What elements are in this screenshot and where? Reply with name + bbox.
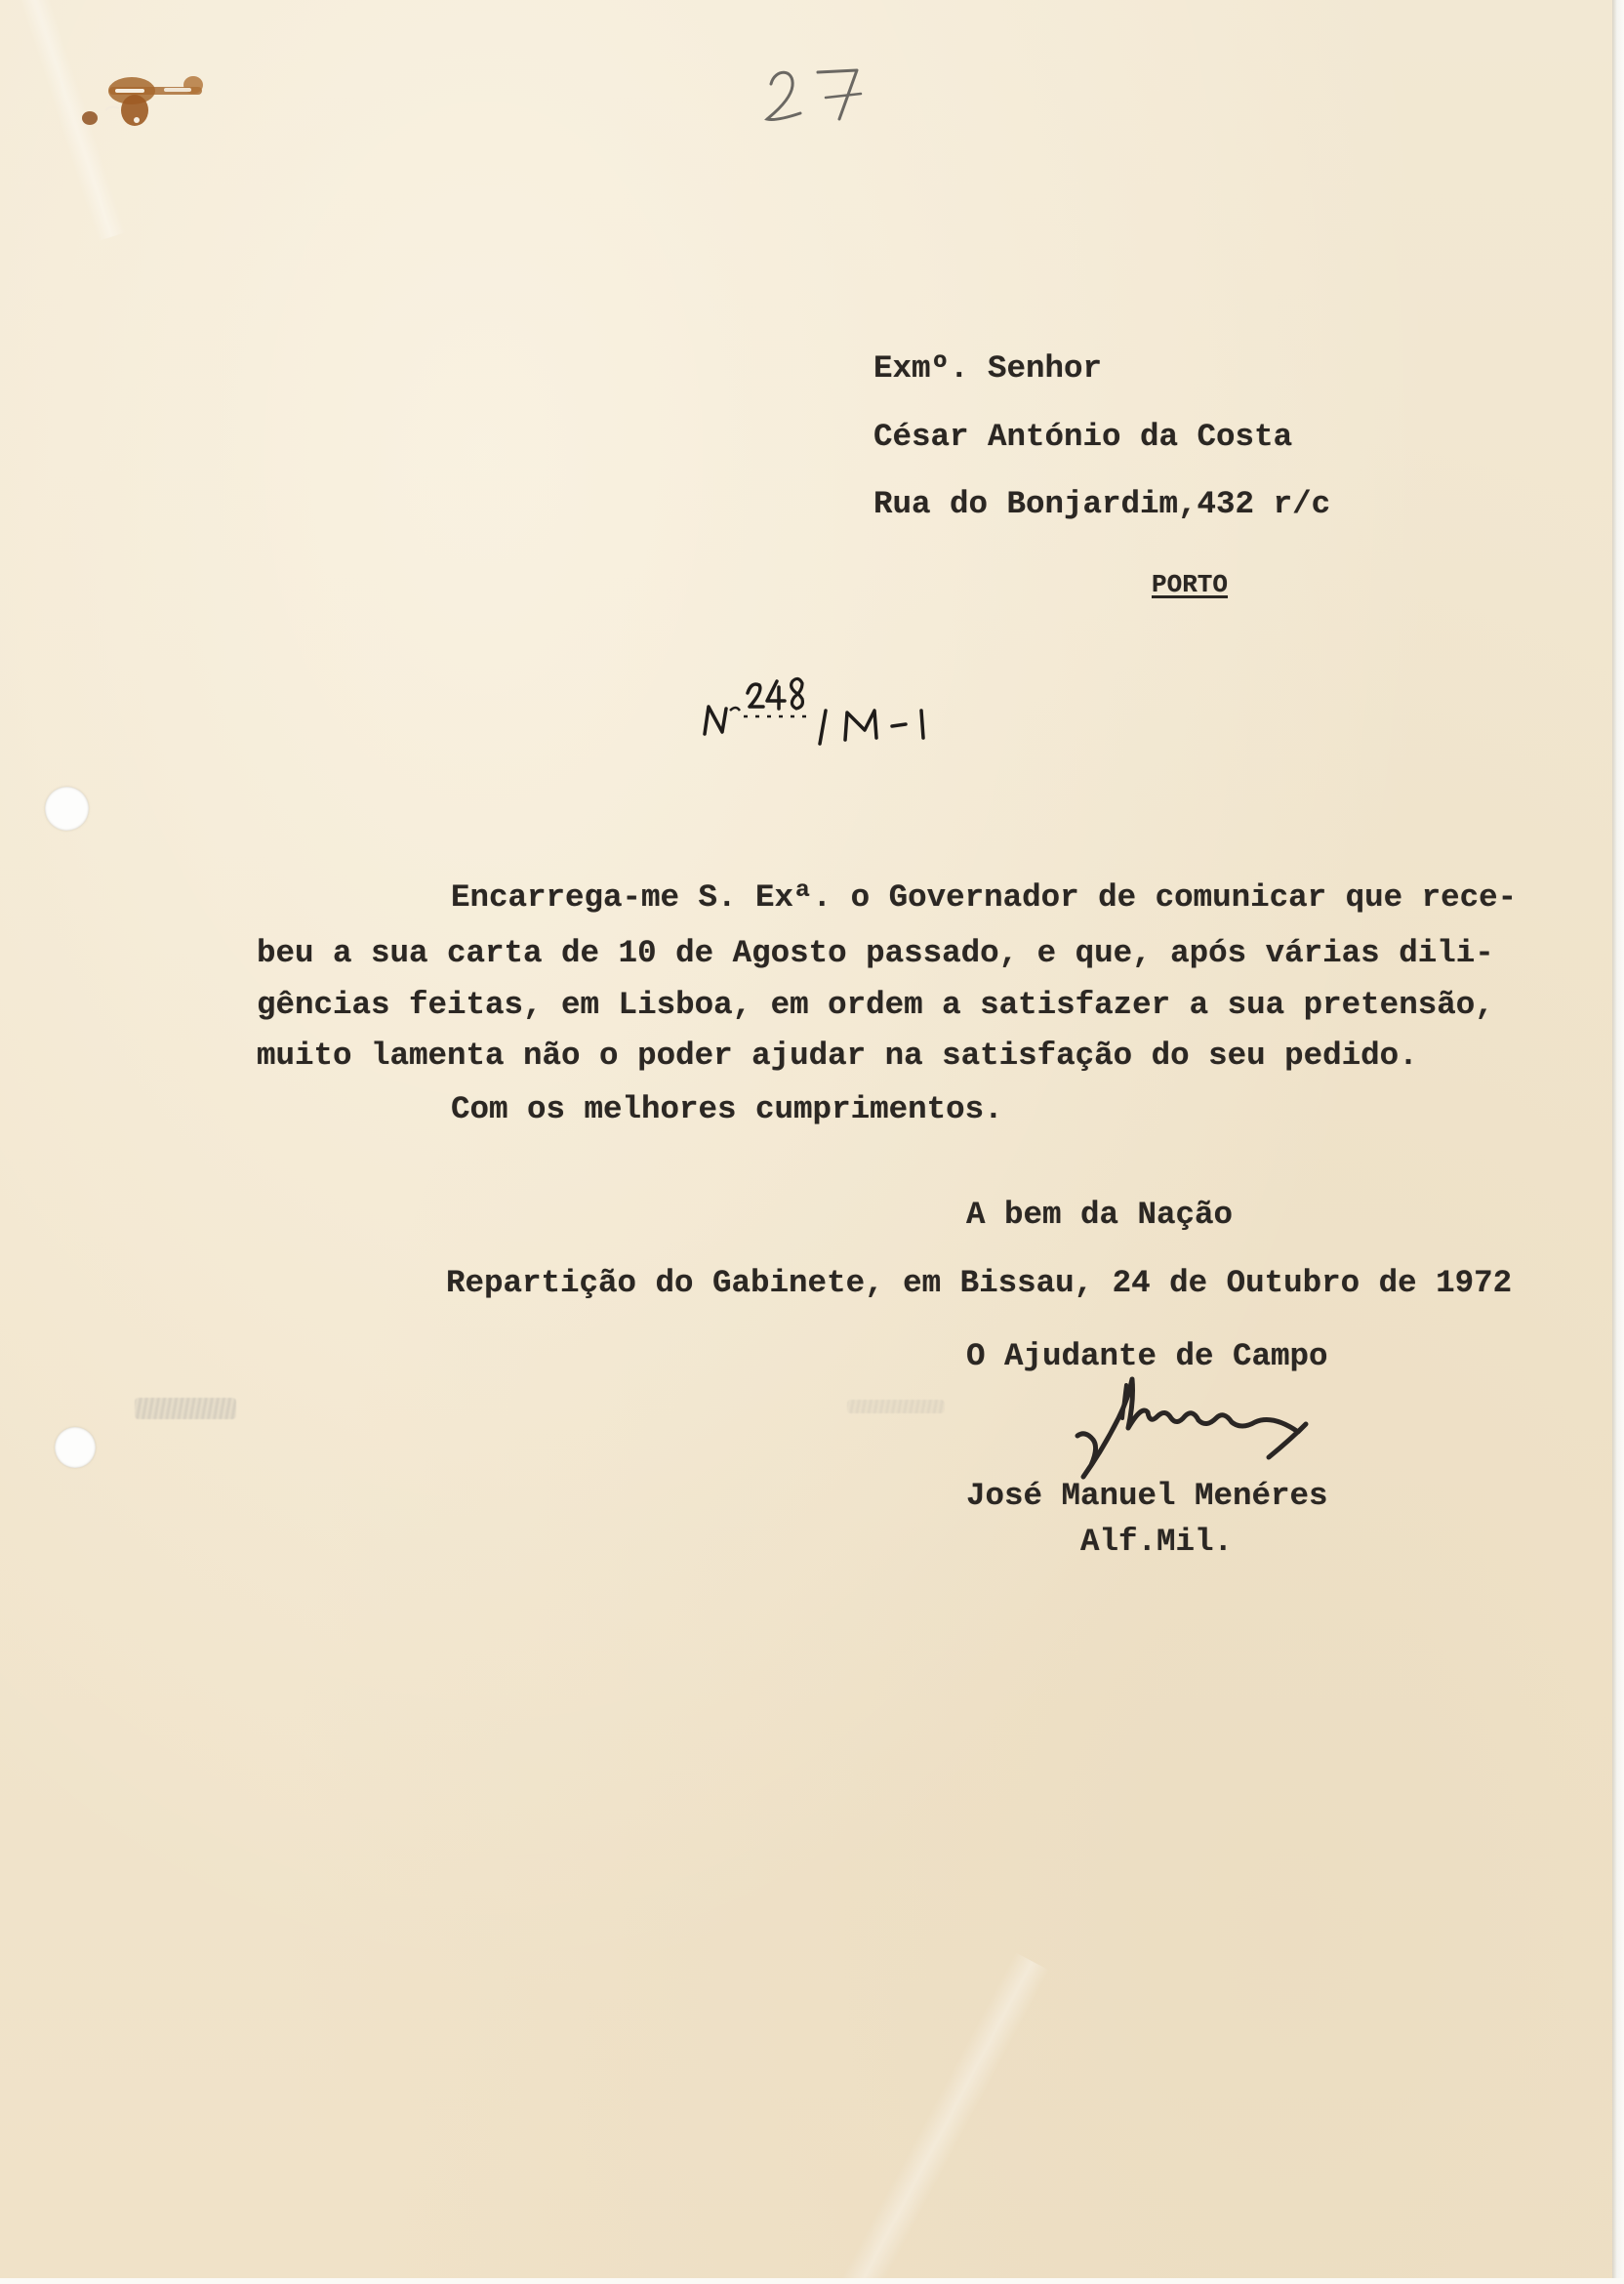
addressee-name: César António da Costa [873,419,1293,455]
addressee-city: PORTO [1152,570,1229,599]
handwritten-reference-icon [701,673,945,752]
body-line-4: muito lamenta não o poder ajudar na satisfação do seu pedido. [257,1038,1418,1074]
body-line-2: beu a sua carta de 10 de Agosto passado, e que, após várias dili- [257,935,1494,971]
addressee-salutation: Exmº. Senhor [873,350,1103,387]
signature-icon [1064,1371,1347,1484]
reference-number [701,673,945,752]
ink-smudge [847,1400,945,1413]
punch-hole-bottom [55,1427,96,1468]
body-line-3: gências feitas, em Lisboa, em ordem a satisfazer a sua pretensão, [257,987,1494,1023]
paper-crease [823,1952,1049,2278]
scan-edge-bottom [0,2278,1624,2284]
addressee-street: Rua do Bonjardim,432 r/c [873,486,1331,522]
place-and-date: Repartição do Gabinete, em Bissau, 24 de Outubro de 1972 [446,1265,1513,1301]
motto: A bem da Nação [966,1197,1234,1233]
ink-smudge [135,1398,236,1419]
scan-edge-right [1612,0,1624,2284]
page-number-mark [761,62,864,127]
body-closing: Com os melhores cumprimentos. [451,1091,1003,1127]
body-line-1: Encarrega-me S. Exª. o Governador de comunicar que rece- [451,879,1518,916]
rust-stain-icon [68,63,210,137]
signer-name: José Manuel Menéres [966,1478,1328,1514]
signer-rank: Alf.Mil. [1080,1524,1234,1560]
signer-role: O Ajudante de Campo [966,1338,1328,1374]
punch-hole-top [45,787,89,831]
